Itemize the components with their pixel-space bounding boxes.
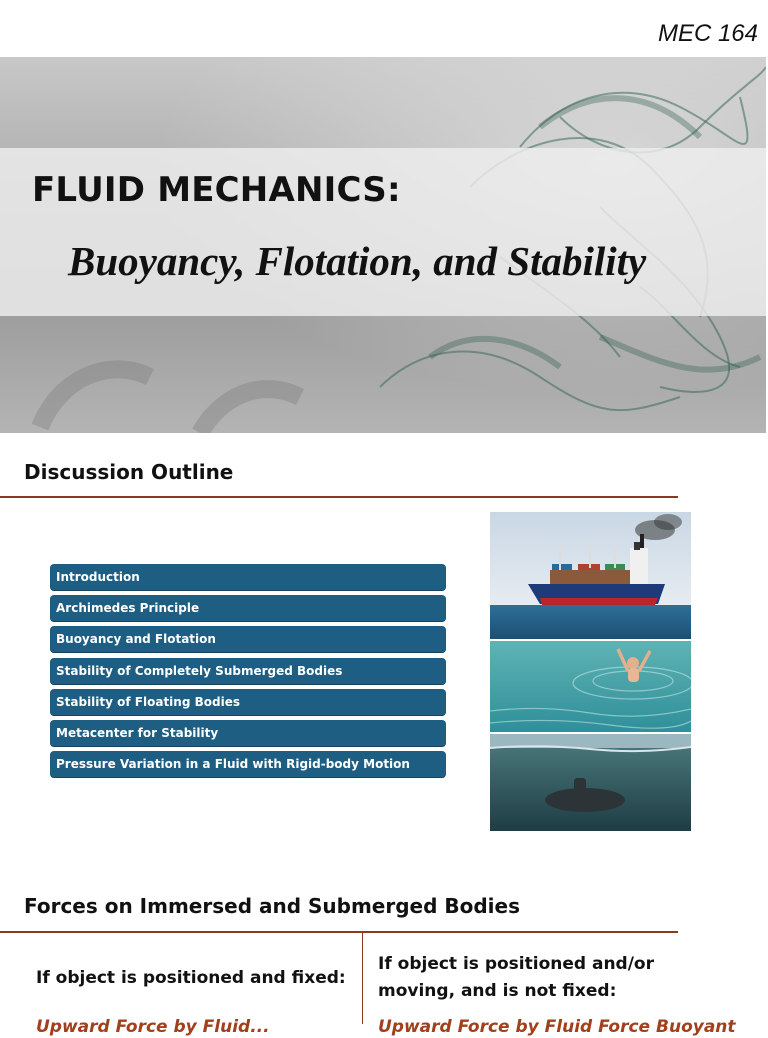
forces-heading: Forces on Immersed and Submerged Bodies xyxy=(24,894,521,918)
outline-item-introduction[interactable]: Introduction xyxy=(50,564,446,590)
outline-item-metacenter[interactable]: Metacenter for Stability xyxy=(50,720,446,746)
outline-item-buoyancy[interactable]: Buoyancy and Flotation xyxy=(50,626,446,652)
outline-heading: Discussion Outline xyxy=(24,460,234,484)
person-floating-photo xyxy=(490,641,691,732)
right-cell-text-line1: If object is positioned and/or xyxy=(378,954,654,974)
outline-item-archimedes[interactable]: Archimedes Principle xyxy=(50,595,446,621)
right-cell-partial-text: Upward Force by Fluid Force Buoyant xyxy=(378,1017,736,1037)
table-top-rule xyxy=(0,931,678,933)
outline-list xyxy=(50,564,446,782)
page-title: FLUID MECHANICS: xyxy=(32,170,401,210)
course-code: MEC 164 xyxy=(657,20,758,47)
page-subtitle: Buoyancy, Flotation, and Stability xyxy=(68,238,647,284)
cargo-ship-photo xyxy=(490,512,691,639)
outline-item-submerged-stability[interactable]: Stability of Completely Submerged Bodies xyxy=(50,658,446,684)
forces-table xyxy=(0,931,736,1037)
submarine-photo xyxy=(490,734,691,831)
outline-rule xyxy=(0,496,678,498)
left-cell-text: If object is positioned and fixed: xyxy=(36,968,346,988)
outline-item-pressure-variation[interactable]: Pressure Variation in a Fluid with Rigid-body Motion xyxy=(50,751,446,777)
right-cell-text-line2: moving, and is not fixed: xyxy=(378,981,617,1001)
outline-item-floating-stability[interactable]: Stability of Floating Bodies xyxy=(50,689,446,715)
left-cell-partial-text: Upward Force by Fluid... xyxy=(36,1017,270,1037)
table-divider xyxy=(362,933,363,1024)
